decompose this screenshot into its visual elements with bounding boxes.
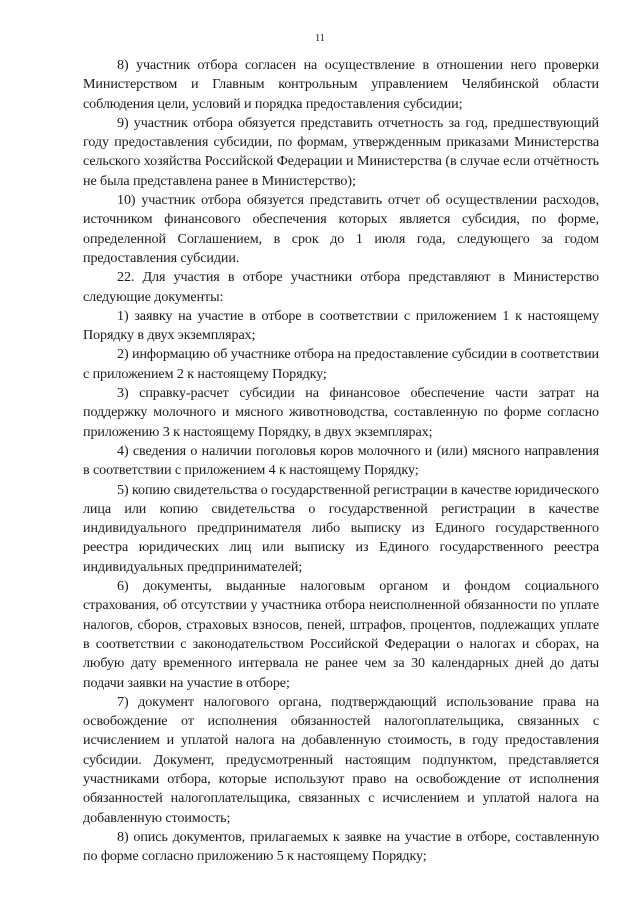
- paragraph-doc-8-document-inventory: 8) опись документов, прилагаемых к заявке на участие в отборе, составленную по форме согласно приложению 5 к настоящему Порядку;: [83, 828, 599, 865]
- paragraph-doc-6-tax-clearance: 6) документы, выданные налоговым органом и фондом социального страхования, об отсутствии у участника отбора неисполненной обязанности по уплате налогов, сборов, страховых взносов, пеней, штрафов, процентов, подлежащих уплате в соответствии с законодательством Российской Федерации о налогах и сборах, на любую дату временного интервала не ранее чем за 30 календарных дней до даты подачи заявки на участие в отборе;: [83, 578, 599, 691]
- paragraph-doc-7-vat-exemption: 7) документ налогового органа, подтверждающий использование права на освобождение от исполнения обязанностей налогоплательщика, связанных с исчислением и уплатой налога на добавленную стоимость, в году предоставления субсидии. Документ, предусмотренный настоящим подпунктом, представляется участниками отбора, которые используют право на освобождение от исполнения обязанностей налогоплательщика, связанных с исчислением и уплатой налога на добавленную стоимость;: [83, 693, 599, 826]
- paragraph-item-10-expense-report: 10) участник отбора обязуется представить отчет об осуществлении расходов, источником финансового обеспечения которых является субсидия, по форме, определенной Соглашением, в срок до 1 июля года, следующего за годом предоставления субсидии.: [83, 192, 599, 266]
- paragraph-doc-2-participant-info: 2) информацию об участнике отбора на предоставление субсидии в соответствии с приложением 2 к настоящему Порядку;: [83, 346, 599, 382]
- paragraph-item-9-reporting-obligation: 9) участник отбора обязуется представить отчетность за год, предшествующий году предоставления субсидии, по формам, утвержденным приказами Министерства сельского хозяйства Российской Федерации и Министерства (в случае если отчётность не была представлена ранее в Министерство);: [83, 114, 599, 189]
- paragraph-section-22-required-documents: 22. Для участия в отборе участники отбора представляют в Министерство следующие документы:: [83, 269, 599, 305]
- paragraph-doc-1-application: 1) заявку на участие в отборе в соответствии с приложением 1 к настоящему Порядку в двух экземплярах;: [83, 307, 599, 344]
- page-number: 11: [315, 33, 325, 44]
- paragraph-doc-3-subsidy-calculation: 3) справку-расчет субсидии на финансовое обеспечение части затрат на поддержку молочного и мясного животноводства, составленную по форме согласно приложению 3 к настоящему Порядку, в двух экземплярах;: [83, 385, 599, 440]
- document-body: [83, 56, 599, 866]
- paragraph-doc-4-livestock-data: 4) сведения о наличии поголовья коров молочного и (или) мясного направления в соответствии с приложением 4 к настоящему Порядку;: [83, 442, 599, 479]
- paragraph-doc-5-registration-certificate: 5) копию свидетельства о государственной регистрации в качестве юридического лица или копию свидетельства о государственной регистрации в качестве индивидуального предпринимателя либо выписку из Единого государственного реестра юридических лиц или выписку из Единого государственного реестра индивидуальных предпринимателей;: [83, 481, 599, 575]
- paragraph-item-8-consent-to-inspection: 8) участник отбора согласен на осуществление в отношении него проверки Министерством и Главным контрольным управлением Челябинской области соблюдения цели, условий и порядка предоставления субсидии;: [83, 57, 599, 112]
